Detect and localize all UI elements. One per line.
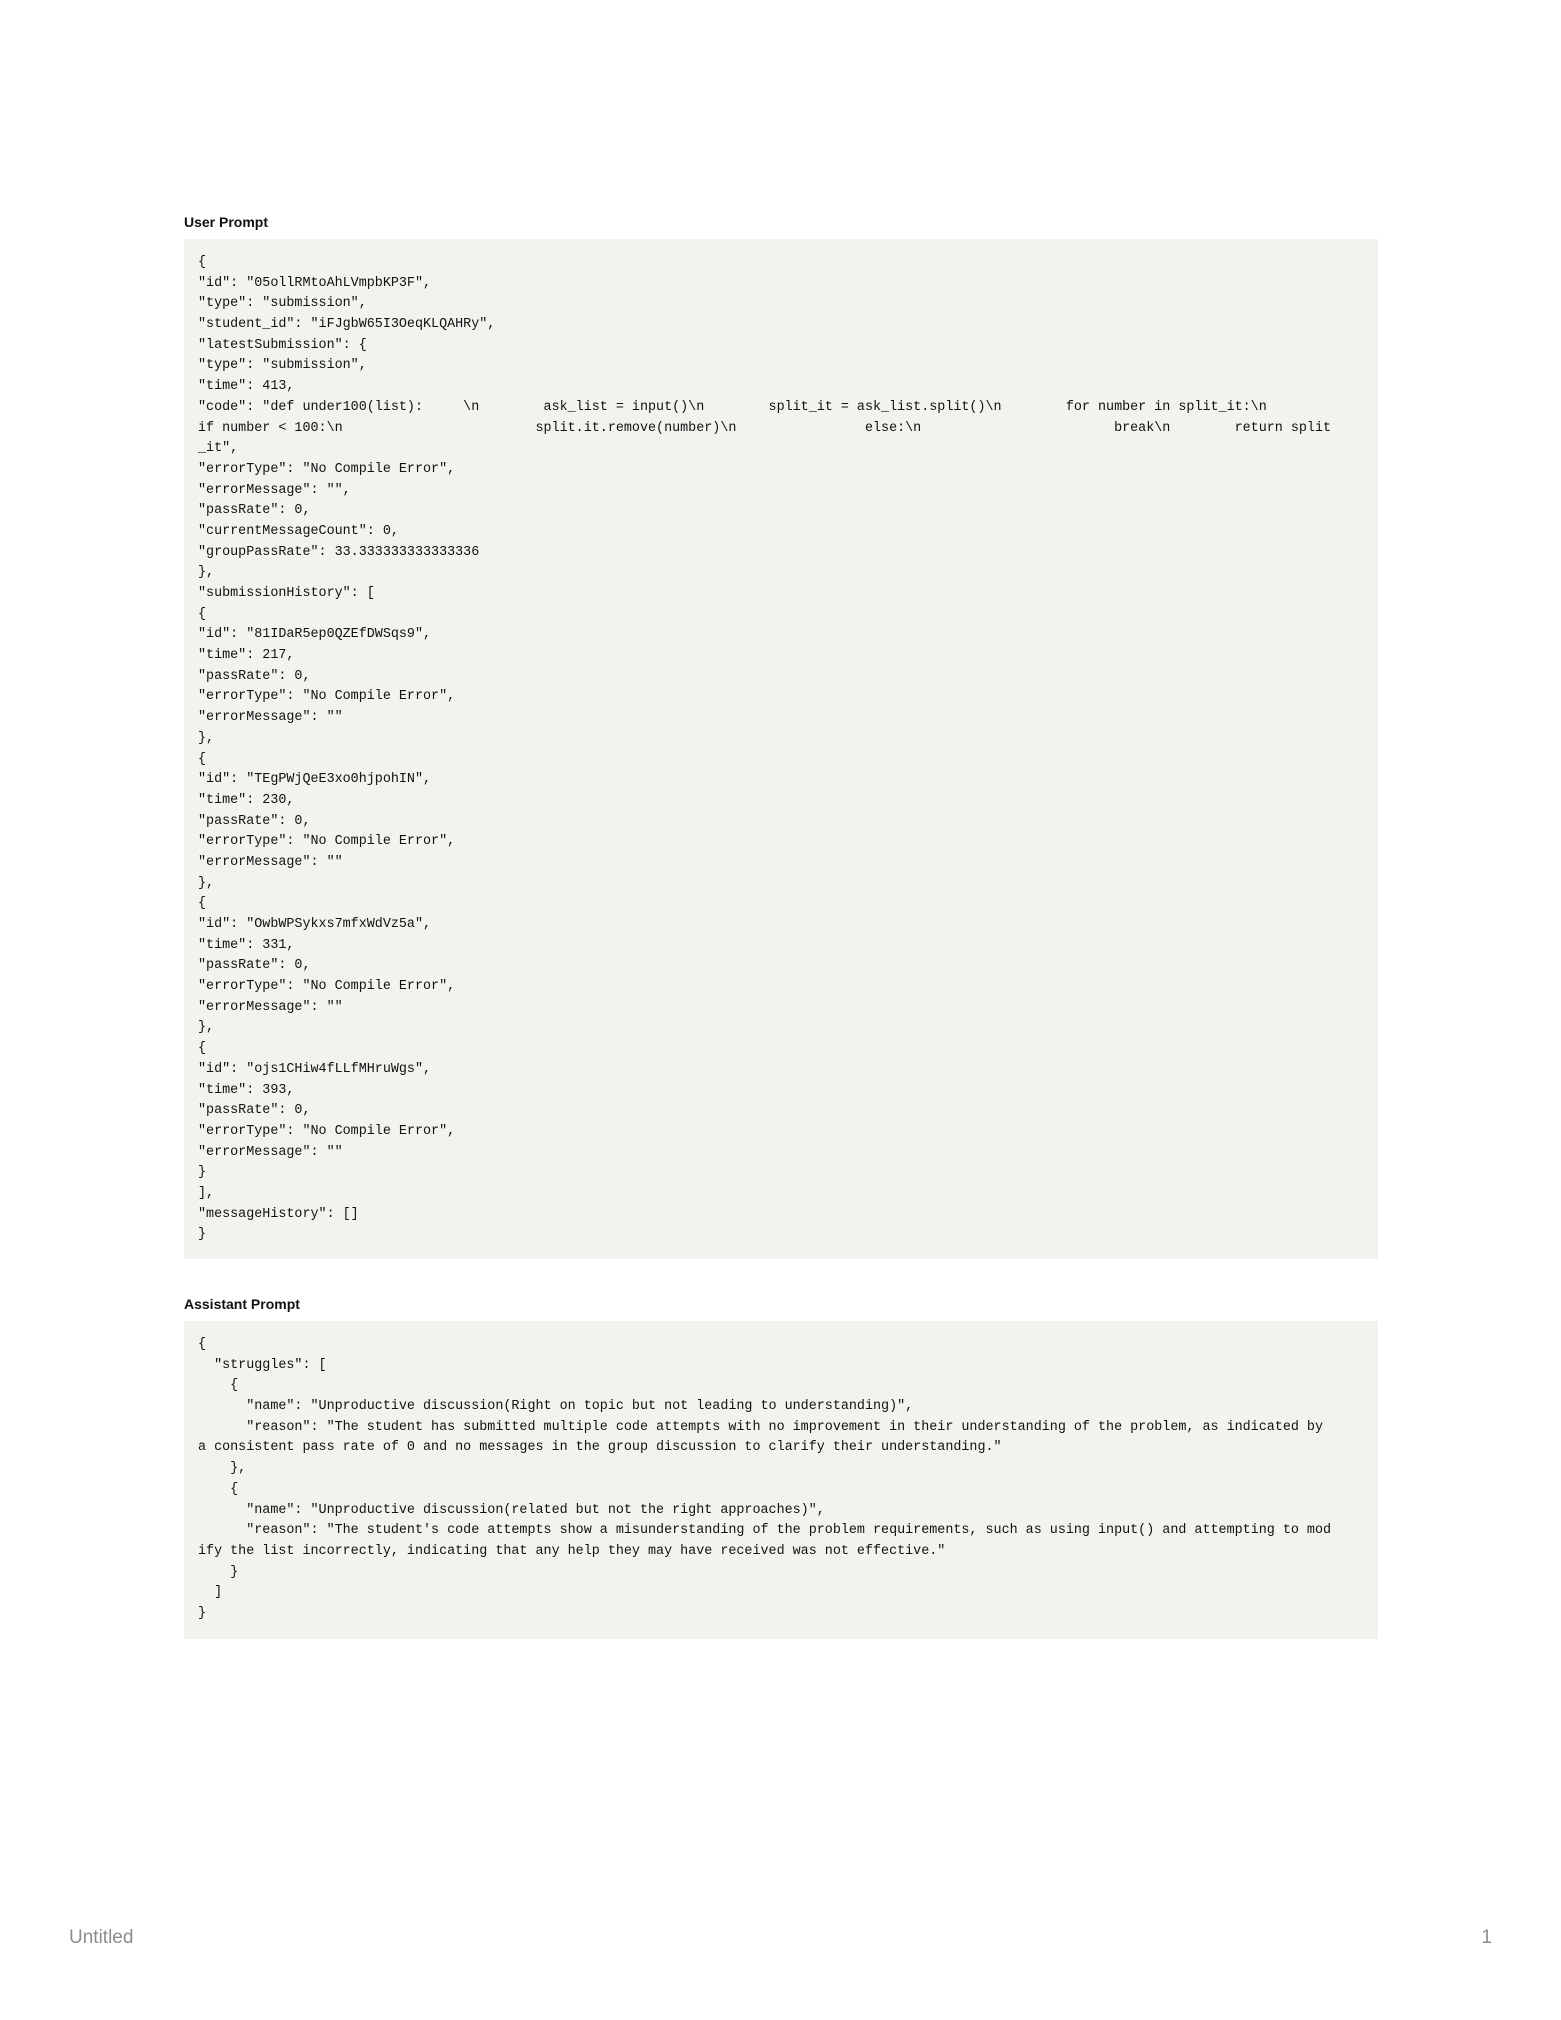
code-line: { <box>198 751 207 767</box>
code-line: "submissionHistory": [ <box>198 586 375 601</box>
code-line: "errorType": "No Compile Error", <box>198 689 456 705</box>
code-line: { <box>198 1481 239 1497</box>
code-line: } <box>198 1605 207 1621</box>
code-line: } <box>198 1165 207 1181</box>
code-line: "errorMessage": "" <box>198 999 343 1015</box>
code-line: "reason": "The student has submitted multiple code attempts with no improvement in their understanding of the problem, as indicated by <box>198 1419 1323 1435</box>
code-line: { <box>198 896 207 912</box>
code-line: "reason": "The student's code attempts show a misunderstanding of the problem requirements, such as using input() and attempting to mod <box>198 1523 1332 1539</box>
code-line: "type": "submission", <box>198 296 367 312</box>
code-line: "time": 413, <box>198 379 295 395</box>
code-line: "passRate": 0, <box>198 668 311 684</box>
code-line: "time": 217, <box>198 648 295 664</box>
code-line: "passRate": 0, <box>198 958 311 974</box>
code-line: }, <box>198 1461 247 1477</box>
code-line: "time": 393, <box>198 1082 295 1098</box>
code-line: ], <box>198 1185 215 1201</box>
code-line: "errorMessage": "" <box>198 854 343 870</box>
code-line: "errorMessage": "", <box>198 482 351 498</box>
code-line: }, <box>198 730 215 746</box>
code-line: { <box>198 606 207 622</box>
code-line: _it", <box>198 441 239 457</box>
code-line: ify the list incorrectly, indicating that any help they may have received was not effective." <box>198 1543 946 1559</box>
code-line: "passRate": 0, <box>198 503 311 519</box>
code-line: "currentMessageCount": 0, <box>198 523 399 539</box>
code-line: "latestSubmission": { <box>198 337 367 353</box>
code-line: "id": "OwbWPSykxs7mfxWdVz5a", <box>198 917 432 932</box>
code-line: } <box>198 1227 207 1243</box>
assistant-prompt-heading: Assistant Prompt <box>184 1296 300 1312</box>
code-line: { <box>198 255 207 270</box>
user-prompt-heading: User Prompt <box>184 214 269 230</box>
code-line: "groupPassRate": 33.333333333333336 <box>198 544 480 560</box>
code-line: "id": "05ollRMtoAhLVmpbKP3F", <box>198 275 432 291</box>
code-line: "errorType": "No Compile Error", <box>198 834 456 850</box>
code-line: if number < 100:\n split.it.remove(number)\n else:\n break\n return split <box>198 420 1332 436</box>
document-title: Untitled <box>69 1927 134 1948</box>
code-line: { <box>198 1337 207 1352</box>
code-line: "errorMessage": "" <box>198 1144 343 1160</box>
code-line: { <box>198 1378 239 1394</box>
code-line: "passRate": 0, <box>198 813 311 829</box>
code-line: "struggles": [ <box>198 1357 327 1373</box>
code-line: ] <box>198 1585 223 1601</box>
code-line: "passRate": 0, <box>198 1103 311 1119</box>
code-line: "code": "def under100(list): \n ask_list = input()\n split_it = ask_list.split()\n for number in split_it:\n <box>198 399 1267 415</box>
code-line: "messageHistory": [] <box>198 1206 359 1222</box>
code-line: }, <box>198 565 215 581</box>
assistant-prompt-code-block <box>184 1321 1378 1639</box>
page-number: 1 <box>1481 1927 1492 1948</box>
code-line: "id": "81IDaR5ep0QZEfDWSqs9", <box>198 627 432 643</box>
code-line: "errorMessage": "" <box>198 710 343 726</box>
code-line: "type": "submission", <box>198 358 367 374</box>
code-line: { <box>198 1041 207 1057</box>
code-line: "errorType": "No Compile Error", <box>198 1123 456 1139</box>
code-line: "name": "Unproductive discussion(Right on topic but not leading to understanding)", <box>198 1399 914 1415</box>
code-line: } <box>198 1564 239 1580</box>
code-line: "id": "ojs1CHiw4fLLfMHruWgs", <box>198 1061 432 1077</box>
code-line: "errorType": "No Compile Error", <box>198 979 456 995</box>
code-line: }, <box>198 875 215 891</box>
code-line: "id": "TEgPWjQeE3xo0hjpohIN", <box>198 772 432 788</box>
code-line: "name": "Unproductive discussion(related but not the right approaches)", <box>198 1502 825 1518</box>
code-line: "time": 331, <box>198 937 295 953</box>
code-line: a consistent pass rate of 0 and no messages in the group discussion to clarify their understanding." <box>198 1440 1002 1456</box>
code-line: "student_id": "iFJgbW65I3OeqKLQAHRy", <box>198 317 496 333</box>
code-line: "time": 230, <box>198 792 295 808</box>
user-prompt-code-block <box>184 239 1378 1259</box>
code-line: }, <box>198 1020 215 1036</box>
code-line: "errorType": "No Compile Error", <box>198 461 456 477</box>
